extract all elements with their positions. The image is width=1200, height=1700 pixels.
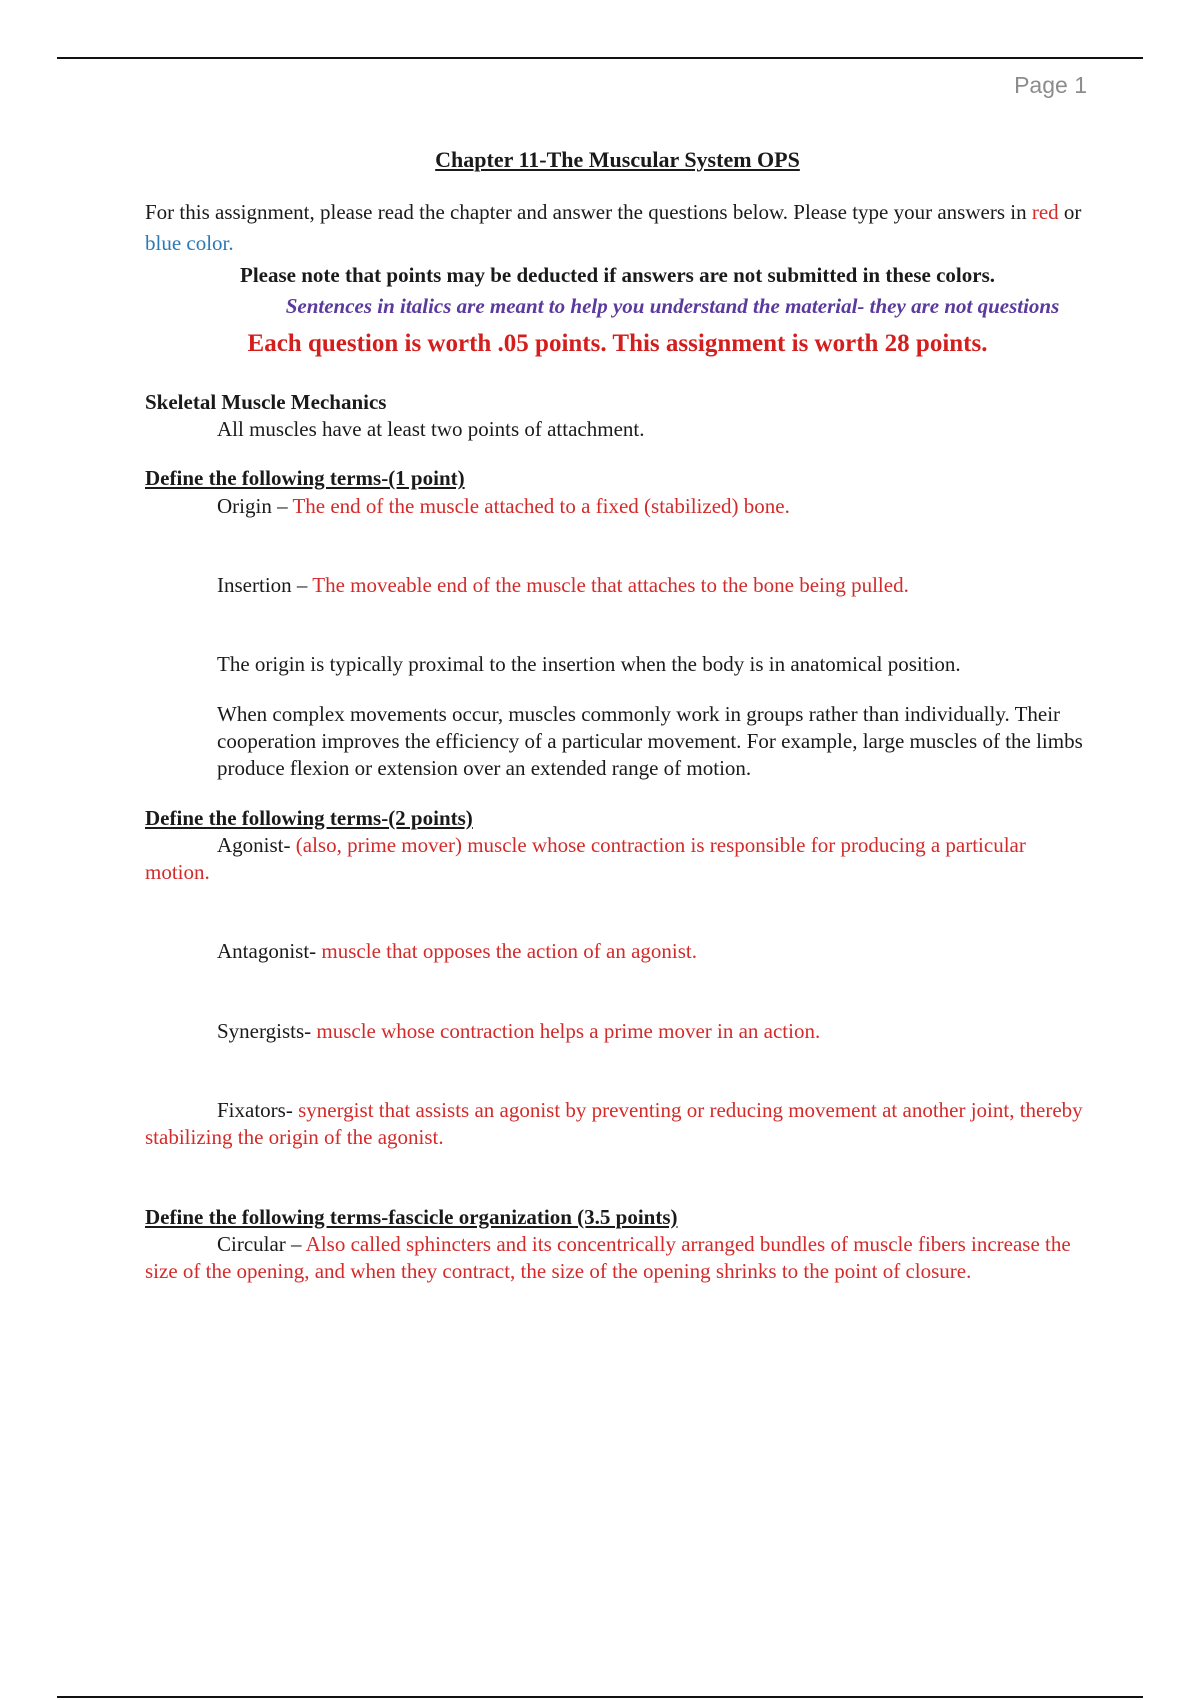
term-insertion — [145, 572, 1090, 599]
statement-origin-proximal: The origin is typically proximal to the insertion when the body is in anatomical position. — [217, 652, 961, 677]
section3-heading: Define the following terms-fascicle organization (3.5 points) — [145, 1204, 678, 1229]
term-answer: The moveable end of the muscle that attaches to the bone being pulled. — [312, 573, 909, 598]
document-body — [145, 140, 1090, 1286]
intro-text: For this assignment, please read the chapter and answer the questions below. Please type your answers in — [145, 199, 1032, 224]
intro-paragraph — [145, 197, 1090, 260]
term-answer: synergist that assists an agonist by preventing or reducing movement at another joint, thereby stabilizing the origin of the agonist. — [145, 1098, 1083, 1150]
term-label: Antagonist- — [217, 939, 322, 964]
term-synergists — [145, 1018, 1090, 1045]
points-worth-note: Each question is worth .05 points. This assignment is worth 28 points. — [247, 330, 988, 358]
term-answer: Also called sphincters and its concentrically arranged bundles of muscle fibers increase the size of the opening, and when they contract, the size of the opening shrinks to the point of closure. — [145, 1231, 1071, 1284]
term-answer: muscle that opposes the action of an agonist. — [321, 939, 697, 964]
skeletal-text: All muscles have at least two points of attachment. — [217, 417, 645, 442]
term-answer: (also, prime mover) muscle whose contraction is responsible for producing a particular motion. — [145, 832, 1026, 885]
document-title: Chapter 11-The Muscular System OPS — [435, 147, 800, 172]
section2-heading: Define the following terms-(2 points) — [145, 805, 473, 830]
term-label: Circular – — [217, 1231, 306, 1256]
color-note: Please note that points may be deducted if answers are not submitted in these colors. — [240, 262, 995, 287]
top-rule — [57, 57, 1143, 59]
term-circular — [145, 1231, 1090, 1286]
intro-blue-word: blue color — [145, 231, 229, 256]
term-agonist — [145, 832, 1090, 887]
intro-or-word: or — [1058, 199, 1082, 224]
term-answer: The end of the muscle attached to a fixed (stabilized) bone. — [292, 493, 790, 518]
term-antagonist — [145, 938, 1090, 965]
page-number: Page 1 — [1014, 72, 1087, 98]
statement-complex-movements: When complex movements occur, muscles commonly work in groups rather than individually. Their cooperation improves the efficiency of a particular movement. For example, large muscles of the limbs produce flexion or extension over an extended range of motion. — [217, 701, 1083, 781]
term-label: Origin – — [217, 493, 293, 518]
skeletal-heading: Skeletal Muscle Mechanics — [145, 389, 387, 414]
term-label: Synergists- — [217, 1018, 317, 1043]
term-origin — [145, 493, 1090, 520]
term-label: Agonist- — [217, 832, 296, 857]
term-answer: muscle whose contraction helps a prime mover in an action. — [316, 1018, 821, 1043]
italic-note: Sentences in italics are meant to help you understand the material- they are not questions — [285, 293, 1060, 318]
intro-end: . — [228, 231, 234, 256]
term-label: Insertion – — [217, 573, 313, 598]
section1-heading: Define the following terms-(1 point) — [145, 466, 465, 491]
bottom-rule — [57, 1696, 1143, 1698]
term-label: Fixators- — [217, 1098, 299, 1123]
term-fixators — [145, 1097, 1090, 1152]
intro-red-word: red — [1031, 199, 1059, 224]
